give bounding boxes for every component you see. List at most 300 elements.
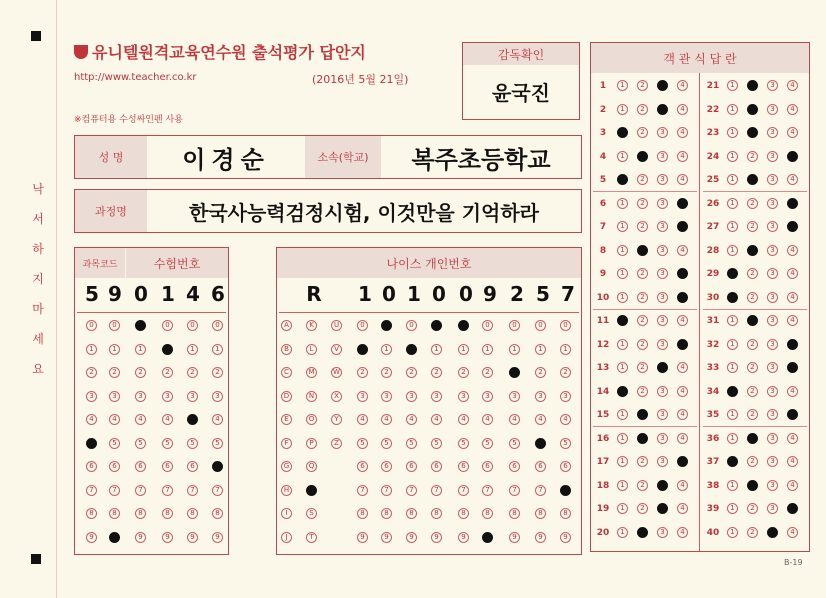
name-value: 이경순 — [182, 145, 270, 174]
answer-bubble[interactable] — [637, 151, 648, 162]
exam-bubble[interactable]: 1 — [135, 344, 146, 355]
exam-bubble[interactable]: 6 — [109, 461, 120, 472]
neis-letter-bubble: T — [306, 532, 317, 543]
neis-digit-bubble: 6 — [560, 461, 571, 472]
exam-bubble[interactable]: 5 — [162, 438, 173, 449]
answer-bubble[interactable]: 1 — [617, 480, 628, 491]
answer-bubble[interactable]: 3 — [657, 268, 668, 279]
answer-bubble[interactable]: 1 — [727, 174, 738, 185]
neis-digit-bubble: 4 — [357, 414, 368, 425]
answer-bubble[interactable]: 3 — [767, 174, 778, 185]
exam-bubble[interactable]: 4 — [162, 414, 173, 425]
exam-bubble[interactable]: 2 — [109, 367, 120, 378]
answer-bubble[interactable]: 2 — [747, 362, 758, 373]
neis-digit-bubble — [357, 344, 368, 355]
question-number: 24 — [706, 151, 720, 162]
row-divider — [703, 191, 807, 192]
neis-letter-bubble: G — [281, 461, 292, 472]
timing-mark — [31, 31, 41, 41]
neis-digit-bubble: 2 — [560, 367, 571, 378]
answer-bubble[interactable] — [617, 386, 628, 397]
neis-letter-bubble: K — [306, 320, 317, 331]
answer-bubble[interactable] — [677, 268, 688, 279]
answer-bubble[interactable]: 3 — [657, 527, 668, 538]
answer-bubble[interactable]: 2 — [637, 221, 648, 232]
neis-digit-bubble: 4 — [560, 414, 571, 425]
answer-bubble[interactable]: 2 — [747, 151, 758, 162]
answer-bubble[interactable] — [787, 409, 798, 420]
neis-letter-bubble: J — [281, 532, 292, 543]
answer-bubble[interactable]: 4 — [677, 174, 688, 185]
answer-bubble[interactable]: 1 — [617, 268, 628, 279]
exam-bubble[interactable]: 2 — [135, 367, 146, 378]
neis-digit-bubble — [406, 344, 417, 355]
answer-bubble[interactable] — [657, 480, 668, 491]
answer-bubble[interactable]: 3 — [767, 104, 778, 115]
answer-bubble[interactable]: 2 — [747, 409, 758, 420]
answer-bubble[interactable] — [657, 503, 668, 514]
answer-bubble[interactable]: 2 — [637, 480, 648, 491]
exam-bubble[interactable] — [109, 532, 120, 543]
answer-bubble[interactable]: 2 — [747, 527, 758, 538]
answer-bubble[interactable]: 2 — [637, 292, 648, 303]
answer-bubble[interactable]: 2 — [637, 503, 648, 514]
side-char: 서 — [32, 212, 44, 226]
answer-bubble[interactable]: 2 — [637, 362, 648, 373]
answer-bubble[interactable]: 3 — [657, 198, 668, 209]
answer-bubble[interactable]: 1 — [617, 292, 628, 303]
answer-bubble[interactable]: 1 — [617, 221, 628, 232]
answer-bubble[interactable] — [787, 339, 798, 350]
exam-bubble[interactable]: 7 — [135, 485, 146, 496]
exam-bubble[interactable]: 7 — [109, 485, 120, 496]
answer-bubble[interactable]: 4 — [677, 104, 688, 115]
answer-bubble[interactable]: 4 — [787, 292, 798, 303]
answer-bubble[interactable] — [787, 198, 798, 209]
neis-char: 2 — [510, 282, 524, 306]
answer-bubble[interactable] — [747, 174, 758, 185]
answer-bubble[interactable]: 2 — [637, 315, 648, 326]
answer-bubble[interactable]: 3 — [657, 245, 668, 256]
answer-bubble[interactable]: 3 — [767, 480, 778, 491]
exam-bubble[interactable] — [212, 461, 223, 472]
answer-bubble[interactable]: 4 — [787, 315, 798, 326]
exam-bubble[interactable]: 8 — [187, 508, 198, 519]
answer-bubble[interactable]: 3 — [657, 456, 668, 467]
answer-bubble[interactable] — [747, 127, 758, 138]
row-divider — [593, 191, 697, 192]
answer-bubble[interactable] — [767, 527, 778, 538]
answer-bubble[interactable]: 1 — [727, 104, 738, 115]
margin-line — [56, 0, 57, 598]
neis-digit-bubble: 1 — [509, 344, 520, 355]
answer-bubble[interactable]: 4 — [677, 480, 688, 491]
answer-bubble[interactable] — [727, 456, 738, 467]
answer-bubble[interactable]: 3 — [657, 315, 668, 326]
answer-bubble[interactable]: 1 — [617, 151, 628, 162]
question-number: 4 — [599, 151, 607, 162]
answer-bubble[interactable] — [657, 104, 668, 115]
answer-bubble[interactable] — [637, 527, 648, 538]
answer-bubble[interactable]: 1 — [617, 80, 628, 91]
answer-bubble[interactable]: 4 — [787, 527, 798, 538]
exam-bubble[interactable]: 5 — [135, 438, 146, 449]
exam-bubble[interactable]: 4 — [109, 414, 120, 425]
timing-mark — [31, 554, 41, 564]
answer-bubble[interactable]: 4 — [787, 127, 798, 138]
answer-bubble[interactable]: 4 — [787, 104, 798, 115]
exam-bubble[interactable]: 7 — [212, 485, 223, 496]
answer-bubble[interactable]: 4 — [677, 315, 688, 326]
answer-bubble[interactable]: 1 — [617, 362, 628, 373]
exam-bubble[interactable]: 5 — [212, 438, 223, 449]
grid-divider — [279, 312, 579, 313]
answer-bubble[interactable]: 2 — [747, 456, 758, 467]
exam-bubble[interactable]: 4 — [86, 414, 97, 425]
exam-bubble[interactable]: 9 — [135, 532, 146, 543]
exam-bubble[interactable] — [86, 438, 97, 449]
exam-bubble[interactable]: 9 — [212, 532, 223, 543]
exam-bubble[interactable]: 5 — [187, 438, 198, 449]
neis-digit-bubble: 3 — [458, 391, 469, 402]
question-number: 20 — [596, 527, 610, 538]
answer-bubble[interactable]: 3 — [657, 339, 668, 350]
answer-bubble[interactable]: 3 — [657, 127, 668, 138]
answer-bubble[interactable]: 3 — [657, 151, 668, 162]
answer-bubble[interactable] — [747, 245, 758, 256]
answer-bubble[interactable]: 1 — [617, 527, 628, 538]
answer-bubble[interactable]: 3 — [767, 386, 778, 397]
answer-bubble[interactable]: 4 — [787, 174, 798, 185]
exam-bubble[interactable]: 9 — [162, 532, 173, 543]
exam-bubble[interactable]: 3 — [86, 391, 97, 402]
answer-bubble[interactable]: 2 — [747, 268, 758, 279]
answer-bubble[interactable] — [787, 503, 798, 514]
answer-bubble[interactable]: 1 — [617, 409, 628, 420]
neis-digit-bubble: 8 — [509, 508, 520, 519]
answer-bubble[interactable] — [747, 104, 758, 115]
answer-bubble[interactable]: 3 — [657, 433, 668, 444]
answer-bubble[interactable]: 1 — [617, 245, 628, 256]
neis-letter-bubble: X — [331, 391, 342, 402]
answer-bubble[interactable]: 2 — [637, 198, 648, 209]
exam-bubble[interactable]: 8 — [109, 508, 120, 519]
neis-digit-bubble: 3 — [357, 391, 368, 402]
answer-bubble[interactable]: 1 — [727, 503, 738, 514]
row-divider — [703, 426, 807, 427]
exam-bubble[interactable]: 9 — [187, 532, 198, 543]
answer-bubble[interactable]: 1 — [617, 104, 628, 115]
answer-bubble[interactable]: 1 — [727, 362, 738, 373]
neis-digit-bubble: 2 — [431, 367, 442, 378]
exam-bubble[interactable]: 3 — [162, 391, 173, 402]
question-number: 17 — [596, 457, 610, 467]
answer-bubble[interactable]: 2 — [637, 386, 648, 397]
neis-digit-bubble: 4 — [535, 414, 546, 425]
neis-char: 0 — [382, 282, 396, 306]
answer-bubble[interactable]: 4 — [677, 386, 688, 397]
answer-bubble[interactable] — [677, 198, 688, 209]
neis-digit-bubble: 9 — [381, 532, 392, 543]
answer-bubble[interactable]: 2 — [747, 503, 758, 514]
question-number: 28 — [706, 245, 720, 256]
exam-bubble[interactable]: 0 — [162, 320, 173, 331]
exam-bubble[interactable]: 7 — [187, 485, 198, 496]
question-number: 23 — [706, 128, 720, 138]
neis-digit-bubble — [535, 438, 546, 449]
question-number: 1 — [599, 81, 607, 91]
answer-bubble[interactable]: 2 — [747, 198, 758, 209]
answer-bubble[interactable]: 2 — [747, 221, 758, 232]
neis-letter-bubble: F — [281, 438, 292, 449]
exam-bubble[interactable]: 3 — [187, 391, 198, 402]
answer-bubble[interactable]: 1 — [617, 433, 628, 444]
exam-bubble[interactable]: 4 — [212, 414, 223, 425]
answer-bubble[interactable]: 1 — [727, 480, 738, 491]
side-warning-text — [28, 180, 48, 390]
answer-bubble[interactable]: 4 — [677, 127, 688, 138]
answer-bubble[interactable]: 1 — [617, 339, 628, 350]
answer-bubble[interactable] — [747, 433, 758, 444]
answer-bubble[interactable]: 3 — [767, 456, 778, 467]
answer-bubble[interactable]: 2 — [747, 339, 758, 350]
neis-digit-bubble: 5 — [458, 438, 469, 449]
answer-bubble[interactable]: 3 — [767, 409, 778, 420]
answer-bubble[interactable]: 3 — [767, 80, 778, 91]
exam-bubble[interactable]: 8 — [86, 508, 97, 519]
answer-bubble[interactable] — [747, 315, 758, 326]
exam-bubble[interactable]: 0 — [187, 320, 198, 331]
exam-bubble[interactable]: 5 — [109, 438, 120, 449]
answer-bubble[interactable]: 3 — [767, 292, 778, 303]
exam-bubble[interactable]: 6 — [86, 461, 97, 472]
answer-bubble[interactable]: 1 — [727, 245, 738, 256]
answer-bubble[interactable]: 4 — [677, 80, 688, 91]
exam-bubble[interactable]: 3 — [109, 391, 120, 402]
answer-bubble[interactable] — [677, 339, 688, 350]
neis-digit-bubble: 3 — [509, 391, 520, 402]
answer-bubble[interactable] — [727, 292, 738, 303]
answer-bubble[interactable] — [617, 127, 628, 138]
site-url: http://www.teacher.co.kr — [74, 72, 197, 83]
answer-bubble[interactable]: 4 — [787, 433, 798, 444]
answer-bubble[interactable]: 2 — [637, 80, 648, 91]
neis-letter-bubble — [306, 485, 317, 496]
date-line: (2016년 5월 21일) — [312, 73, 409, 86]
neis-digit-bubble: 5 — [357, 438, 368, 449]
neis-digit-bubble: 0 — [535, 320, 546, 331]
answer-bubble[interactable]: 4 — [787, 386, 798, 397]
exam-bubble[interactable]: 6 — [162, 461, 173, 472]
answer-bubble[interactable]: 2 — [637, 339, 648, 350]
neis-letter-bubble: D — [281, 391, 292, 402]
question-number: 34 — [706, 386, 720, 397]
answer-bubble[interactable] — [747, 480, 758, 491]
answer-bubble[interactable]: 4 — [677, 151, 688, 162]
neis-char: 9 — [483, 282, 497, 306]
answer-bubble[interactable]: 4 — [677, 527, 688, 538]
question-number: 33 — [706, 363, 720, 373]
answer-bubble[interactable]: 2 — [637, 268, 648, 279]
answer-bubble[interactable]: 1 — [727, 127, 738, 138]
answer-bubble[interactable] — [617, 174, 628, 185]
exam-bubble[interactable]: 8 — [135, 508, 146, 519]
answer-bubble[interactable] — [787, 362, 798, 373]
answer-bubble[interactable]: 3 — [657, 292, 668, 303]
question-number: 9 — [599, 269, 607, 279]
answer-bubble[interactable] — [637, 245, 648, 256]
answer-bubble[interactable]: 3 — [767, 339, 778, 350]
neis-digit-bubble: 5 — [560, 438, 571, 449]
neis-letter-bubble: V — [331, 344, 342, 355]
answer-bubble[interactable]: 3 — [657, 174, 668, 185]
question-number: 29 — [706, 269, 720, 279]
answer-bubble[interactable]: 1 — [727, 433, 738, 444]
exam-bubble[interactable]: 1 — [212, 344, 223, 355]
school-label: 소속(학교) — [305, 136, 381, 178]
neis-char: R — [306, 282, 322, 306]
answer-bubble[interactable] — [637, 409, 648, 420]
exam-bubble[interactable]: 4 — [135, 414, 146, 425]
answer-bubble[interactable]: 1 — [727, 198, 738, 209]
answer-bubble[interactable]: 3 — [767, 151, 778, 162]
answer-bubble[interactable]: 3 — [767, 198, 778, 209]
answer-bubble[interactable]: 3 — [657, 221, 668, 232]
neis-digit-bubble: 8 — [560, 508, 571, 519]
answer-bubble[interactable] — [657, 80, 668, 91]
answer-bubble[interactable]: 3 — [767, 127, 778, 138]
exam-bubble[interactable]: 8 — [162, 508, 173, 519]
exam-bubble[interactable]: 1 — [86, 344, 97, 355]
exam-bubble[interactable]: 1 — [187, 344, 198, 355]
answer-bubble[interactable] — [787, 221, 798, 232]
neis-letter-bubble: S — [306, 508, 317, 519]
answer-bubble[interactable]: 3 — [657, 409, 668, 420]
neis-digit-bubble: 1 — [381, 344, 392, 355]
answer-bubble[interactable]: 3 — [657, 386, 668, 397]
exam-bubble[interactable]: 2 — [162, 367, 173, 378]
neis-label: 나이스 개인번호 — [277, 248, 581, 278]
neis-letter-bubble: O — [306, 414, 317, 425]
neis-digit-bubble: 6 — [381, 461, 392, 472]
answer-bubble[interactable]: 4 — [677, 503, 688, 514]
neis-digit-bubble: 6 — [482, 461, 493, 472]
exam-bubble[interactable]: 6 — [135, 461, 146, 472]
answer-bubble[interactable]: 1 — [617, 456, 628, 467]
answer-bubble[interactable] — [747, 80, 758, 91]
neis-char: 1 — [407, 282, 421, 306]
neis-char: 0 — [432, 282, 446, 306]
exam-bubble[interactable] — [187, 414, 198, 425]
answer-bubble[interactable] — [787, 151, 798, 162]
pen-notice: ※컴퓨터용 수성싸인펜 사용 — [74, 115, 183, 125]
exam-bubble[interactable]: 2 — [86, 367, 97, 378]
course-label: 과정명 — [75, 190, 147, 232]
exam-digit: 5 — [85, 282, 99, 306]
answer-bubble[interactable]: 4 — [787, 245, 798, 256]
neis-letter-bubble: L — [306, 344, 317, 355]
answer-bubble[interactable] — [657, 362, 668, 373]
exam-bubble[interactable]: 3 — [212, 391, 223, 402]
exam-bubble[interactable]: 3 — [135, 391, 146, 402]
answer-bubble[interactable] — [677, 292, 688, 303]
answer-bubble[interactable]: 1 — [617, 198, 628, 209]
answer-bubble[interactable]: 2 — [747, 386, 758, 397]
question-number: 19 — [596, 504, 610, 514]
exam-bubble[interactable]: 6 — [187, 461, 198, 472]
answer-bubble[interactable]: 2 — [637, 104, 648, 115]
answer-bubble[interactable]: 2 — [637, 174, 648, 185]
answer-bubble[interactable]: 4 — [787, 80, 798, 91]
answer-bubble[interactable]: 1 — [727, 315, 738, 326]
answer-bubble[interactable]: 4 — [677, 245, 688, 256]
exam-bubble[interactable]: 7 — [162, 485, 173, 496]
answer-bubble[interactable] — [727, 268, 738, 279]
course-value: 한국사능력검정시험, 이것만을 기억하라 — [189, 200, 539, 225]
answer-bubble[interactable]: 1 — [727, 527, 738, 538]
answer-bubble[interactable] — [637, 433, 648, 444]
answer-bubble[interactable]: 4 — [787, 456, 798, 467]
answer-bubble[interactable]: 4 — [787, 480, 798, 491]
answer-bubble[interactable]: 3 — [767, 268, 778, 279]
exam-bubble[interactable]: 1 — [109, 344, 120, 355]
question-number: 11 — [596, 316, 610, 326]
exam-bubble[interactable]: 0 — [86, 320, 97, 331]
answer-bubble[interactable]: 4 — [677, 362, 688, 373]
answer-bubble[interactable] — [617, 315, 628, 326]
exam-bubble[interactable]: 0 — [212, 320, 223, 331]
neis-digit-bubble: 8 — [406, 508, 417, 519]
answer-bubble[interactable]: 4 — [677, 409, 688, 420]
answer-bubble[interactable]: 1 — [727, 339, 738, 350]
answer-bubble[interactable]: 4 — [787, 268, 798, 279]
exam-bubble[interactable]: 7 — [86, 485, 97, 496]
answer-bubble[interactable]: 1 — [727, 80, 738, 91]
question-number: 38 — [706, 480, 720, 491]
exam-bubble[interactable] — [135, 320, 146, 331]
neis-digit-bubble: 9 — [406, 532, 417, 543]
exam-bubble[interactable]: 0 — [109, 320, 120, 331]
answer-bubble[interactable]: 2 — [637, 127, 648, 138]
answer-bubble[interactable]: 1 — [727, 409, 738, 420]
neis-digit-bubble: 5 — [381, 438, 392, 449]
exam-bubble[interactable]: 2 — [212, 367, 223, 378]
neis-digit-bubble: 4 — [381, 414, 392, 425]
neis-char: 7 — [561, 282, 575, 306]
answer-bubble[interactable]: 3 — [767, 245, 778, 256]
answer-bubble[interactable]: 3 — [767, 362, 778, 373]
answer-bubble[interactable] — [727, 386, 738, 397]
question-number: 35 — [706, 410, 720, 420]
answer-bubble[interactable] — [677, 456, 688, 467]
answer-bubble[interactable]: 1 — [727, 151, 738, 162]
neis-digit-bubble — [482, 532, 493, 543]
answer-bubble[interactable]: 3 — [767, 433, 778, 444]
exam-bubble[interactable]: 9 — [86, 532, 97, 543]
answer-bubble[interactable]: 3 — [767, 503, 778, 514]
answer-bubble[interactable] — [677, 221, 688, 232]
answer-bubble[interactable]: 1 — [617, 503, 628, 514]
answer-bubble[interactable]: 3 — [767, 315, 778, 326]
answer-bubble[interactable]: 4 — [677, 433, 688, 444]
exam-bubble[interactable]: 8 — [212, 508, 223, 519]
answer-bubble[interactable]: 3 — [767, 221, 778, 232]
exam-bubble[interactable]: 2 — [187, 367, 198, 378]
answer-bubble[interactable]: 2 — [637, 456, 648, 467]
answer-bubble[interactable]: 2 — [747, 292, 758, 303]
answer-bubble[interactable]: 1 — [727, 221, 738, 232]
exam-bubble[interactable] — [162, 344, 173, 355]
